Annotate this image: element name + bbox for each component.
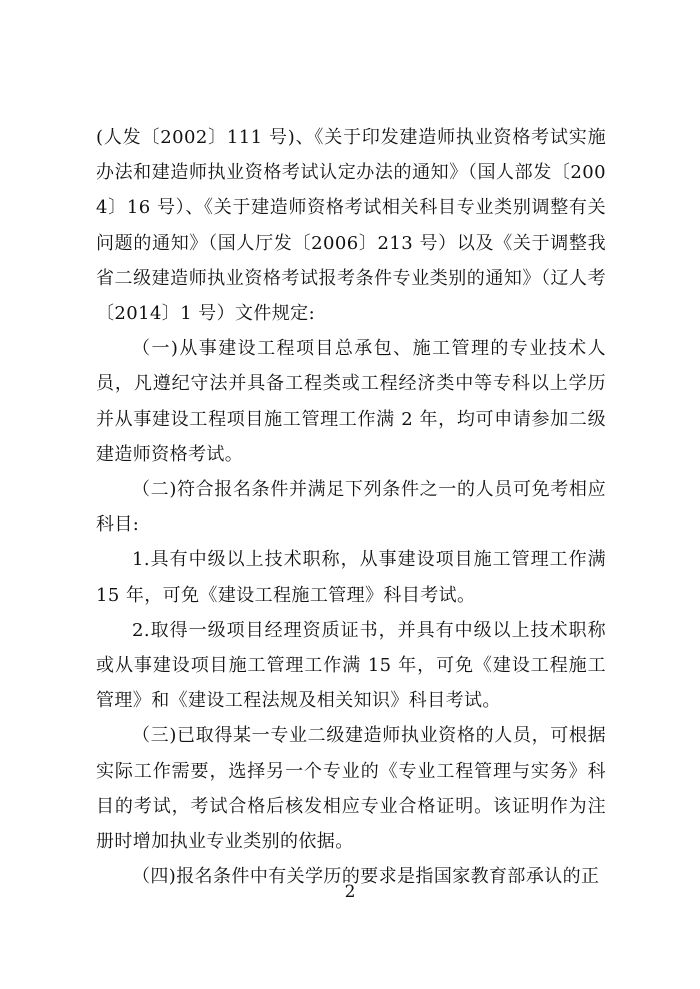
paragraph-exemption-2: 2.取得一级项目经理资质证书，并具有中级以上技术职称或从事建设项目施工管理工作满 15 年，可免《建设工程施工管理》和《建设工程法规及相关知识》科目考试。 [96,619,606,712]
paragraph-cited-documents: (人发〔2002〕111 号)、《关于印发建造师执业资格考试实施办法和建造师执业资格考试认定办法的通知》（国人部发〔2004〕16 号）、《关于建造师资格考试相关科目专业类别调整有关问题的通知》（国人厅发〔2006〕213 号）以及《关于调整我省二级建造师执业资格考试报考条件专业类别的通知》（辽人考〔2014〕1 号）文件规定: [96,127,606,325]
paragraph-condition-3: （三)已取得某一专业二级建造师执业资格的人员，可根据实际工作需要，选择另一个专业的《专业工程管理与实务》科目的考试，考试合格后核发相应专业合格证明。该证明作为注册时增加执业专业类别的依据。 [96,725,606,853]
document-body [96,120,606,894]
paragraph-exemption-1: 1.具有中级以上技术职称，从事建设项目施工管理工作满 15 年，可免《建设工程施工管理》科目考试。 [96,549,606,606]
page-number: 2 [344,882,356,902]
paragraph-condition-1: （一)从事建设工程项目总承包、施工管理的专业技术人员，凡遵纪守法并具备工程类或工程经济类中等专科以上学历并从事建设工程项目施工管理工作满 2 年，均可申请参加二级建造师资格考试。 [96,338,606,465]
paragraph-condition-4: （四)报名条件中有关学历的要求是指国家教育部承认的正 [132,866,600,888]
paragraph-condition-2: （二)符合报名条件并满足下列条件之一的人员可免考相应科目: [96,479,606,536]
